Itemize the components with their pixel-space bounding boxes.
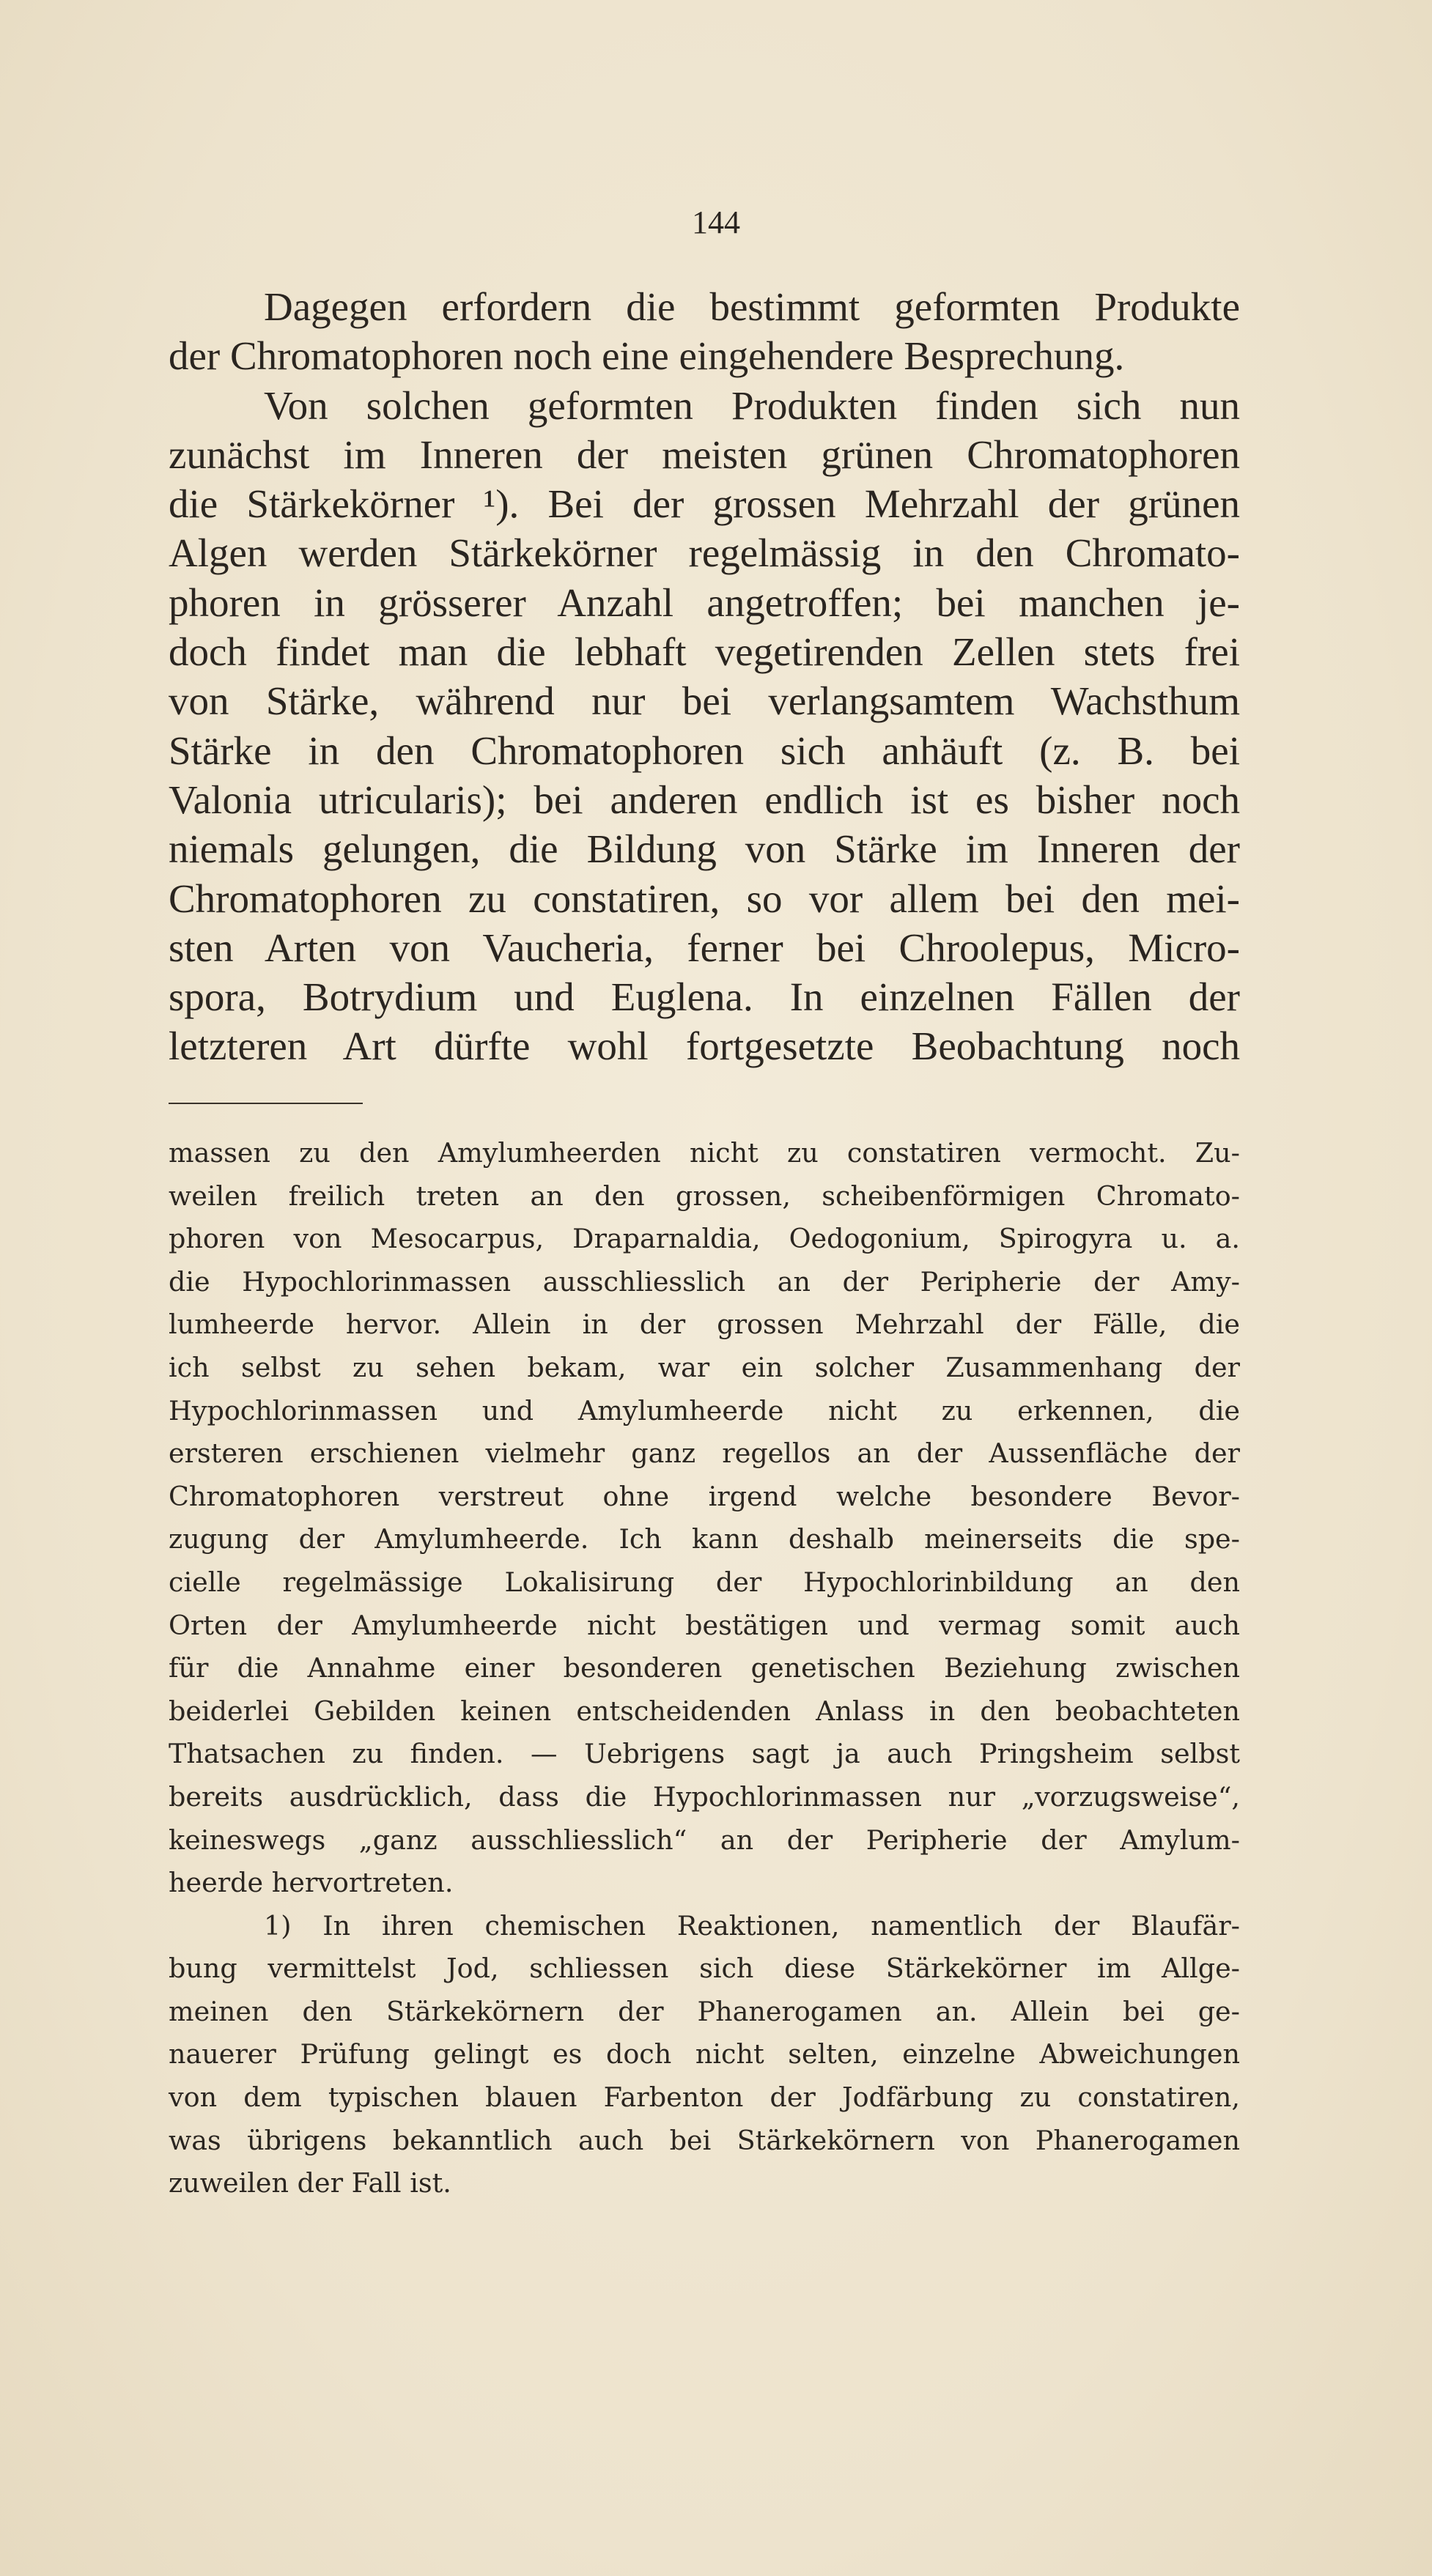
footnote-line: von dem typischen blauen Farbenton der Jodfärbung zu constatiren,	[169, 2081, 1240, 2114]
text-line: phoren in grösserer Anzahl angetroffen; bei manchen je-	[169, 580, 1240, 625]
footnote-line: zuweilen der Fall ist.	[169, 2167, 451, 2199]
footnote-line: beiderlei Gebilden keinen entscheidenden Anlass in den beobachteten	[169, 1695, 1240, 1727]
footnote-line: die Hypochlorinmassen ausschliesslich an der Peripherie der Amy-	[169, 1265, 1240, 1298]
text-line: niemals gelungen, die Bildung von Stärke im Inneren der	[169, 826, 1240, 872]
footnote-line: Chromatophoren verstreut ohne irgend welche besondere Bevor-	[169, 1480, 1240, 1512]
footnote-line: für die Annahme einer besonderen genetischen Beziehung zwischen	[169, 1652, 1240, 1684]
text-line: die Stärkekörner ¹). Bei der grossen Mehrzahl der grünen	[169, 481, 1240, 527]
footnote-line: ersteren erschienen vielmehr ganz regellos an der Aussenfläche der	[169, 1437, 1240, 1470]
footnote-line: keineswegs „ganz ausschliesslich“ an der Peripherie der Amylum-	[169, 1824, 1240, 1856]
text-line: doch findet man die lebhaft vegetirenden Zellen stets frei	[169, 629, 1240, 675]
footnote-line: massen zu den Amylumheerden nicht zu constatiren vermocht. Zu-	[169, 1137, 1240, 1169]
footnote-line: heerde hervortreten.	[169, 1867, 454, 1899]
footnote-line: zugung der Amylumheerde. Ich kann deshalb meinerseits die spe-	[169, 1523, 1240, 1555]
footnote-line: bereits ausdrücklich, dass die Hypochlorinmassen nur „vorzugsweise“,	[169, 1780, 1240, 1813]
text-line: letzteren Art dürfte wohl fortgesetzte Beobachtung noch	[169, 1024, 1240, 1069]
text-line: Algen werden Stärkekörner regelmässig in den Chromato-	[169, 530, 1240, 576]
text-line: Dagegen erfordern die bestimmt geformten Produkte	[264, 284, 1240, 329]
footnote-line: cielle regelmässige Lokalisirung der Hypochlorinbildung an den	[169, 1566, 1240, 1598]
text-line: sten Arten von Vaucheria, ferner bei Chroolepus, Micro-	[169, 925, 1240, 970]
footnote-line: Orten der Amylumheerde nicht bestätigen und vermag somit auch	[169, 1609, 1240, 1641]
footnote-line: meinen den Stärkekörnern der Phanerogamen an. Allein bei ge-	[169, 1995, 1240, 2027]
footnote-line: nauerer Prüfung gelingt es doch nicht selten, einzelne Abweichungen	[169, 2038, 1240, 2070]
footnote-line: 1) In ihren chemischen Reaktionen, namentlich der Blaufär-	[264, 1909, 1240, 1942]
text-line: der Chromatophoren noch eine eingehendere Besprechung.	[169, 333, 1125, 379]
page-number: 144	[692, 204, 740, 240]
footnotes	[169, 1132, 1240, 2205]
text-line: zunächst im Inneren der meisten grünen Chromatophoren	[169, 432, 1240, 477]
text-line: Von solchen geformten Produkten finden sich nun	[264, 382, 1240, 428]
footnote-rule	[169, 1103, 363, 1104]
footnote-line: phoren von Mesocarpus, Draparnaldia, Oedogonium, Spirogyra u. a.	[169, 1223, 1240, 1255]
text-line: Valonia utricularis); bei anderen endlich ist es bisher noch	[169, 777, 1240, 822]
footnote-line: weilen freilich treten an den grossen, scheibenförmigen Chromato-	[169, 1180, 1240, 1212]
footnote-line: ich selbst zu sehen bekam, war ein solcher Zusammenhang der	[169, 1351, 1240, 1383]
text-line: Chromatophoren zu constatiren, so vor allem bei den mei-	[169, 876, 1240, 921]
text-line: Stärke in den Chromatophoren sich anhäuft (z. B. bei	[169, 728, 1240, 773]
footnote-line: lumheerde hervor. Allein in der grossen Mehrzahl der Fälle, die	[169, 1309, 1240, 1341]
footnote-line: Thatsachen zu finden. — Uebrigens sagt ja auch Pringsheim selbst	[169, 1738, 1240, 1770]
text-line: spora, Botrydium und Euglena. In einzelnen Fällen der	[169, 974, 1240, 1020]
text-line: von Stärke, während nur bei verlangsamtem Wachsthum	[169, 678, 1240, 724]
footnote-line: bung vermittelst Jod, schliessen sich diese Stärkekörner im Allge-	[169, 1953, 1240, 1985]
footnote-line: was übrigens bekanntlich auch bei Stärkekörnern von Phanerogamen	[169, 2124, 1240, 2156]
footnote-line: Hypochlorinmassen und Amylumheerde nicht zu erkennen, die	[169, 1394, 1240, 1426]
main-text	[169, 282, 1240, 1071]
